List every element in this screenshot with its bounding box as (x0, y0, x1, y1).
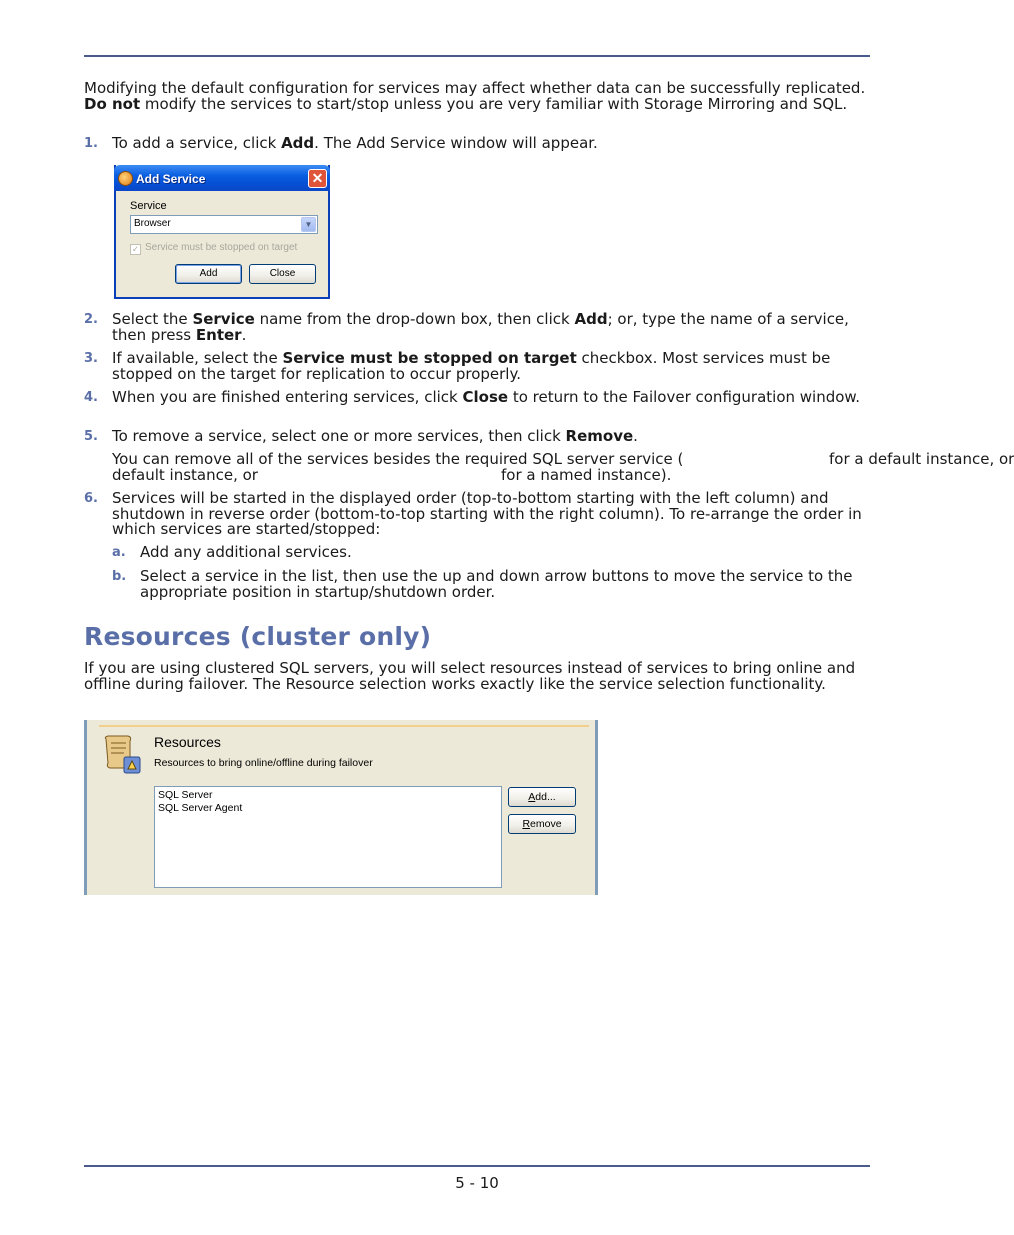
add-service-dialog (114, 165, 330, 299)
step-number: 1. (84, 136, 98, 151)
dialog-titlebar (114, 165, 330, 191)
resources-description: Resources to bring online/offline during failover (154, 757, 373, 769)
remove-resource-button[interactable]: Remove (508, 814, 576, 834)
checkbox-label: Service must be stopped on target (145, 242, 298, 253)
default-instance-text: default instance, or (112, 465, 258, 484)
close-button[interactable]: Close (249, 264, 316, 284)
list-item[interactable]: SQL Server Agent (158, 802, 243, 814)
resources-title: Resources (154, 734, 221, 750)
add-resource-button[interactable]: Add... (508, 787, 576, 807)
app-icon (118, 171, 133, 186)
service-dropdown[interactable]: Browser ▼ (130, 215, 318, 234)
step-number: 2. (84, 312, 98, 327)
step-number: 3. (84, 351, 98, 366)
chevron-down-icon[interactable]: ▼ (301, 217, 316, 232)
resources-panel (84, 720, 598, 895)
header-rule (84, 55, 870, 57)
list-item[interactable]: SQL Server (158, 789, 213, 801)
step-number: 6. (84, 491, 98, 506)
add-button[interactable]: Add (175, 264, 242, 284)
page-number: 5 - 10 (455, 1174, 499, 1192)
section-body: If you are using clustered SQL servers, you will select resources instead of services to bring online and offline during failover. The Resource selection works exactly like the service selection functionality. (84, 659, 856, 693)
service-label: Service (130, 200, 167, 212)
step-number: 4. (84, 390, 98, 405)
close-icon[interactable]: ✕ (308, 169, 327, 188)
section-heading: Resources (cluster only) (84, 622, 432, 651)
panel-divider (99, 725, 589, 727)
resources-listbox[interactable] (154, 786, 502, 888)
step-letter: b. (112, 569, 127, 584)
intro-paragraph: Modifying the default configuration for services may affect whether data can be successfully replicated. Do not modify the services to start/stop unless you are very familiar with Storage Mirroring and SQL. (84, 79, 866, 113)
footer-rule (84, 1165, 870, 1167)
stop-on-target-checkbox-row (130, 242, 297, 255)
stop-on-target-checkbox[interactable]: ✓ (131, 244, 140, 254)
resources-scroll-icon (100, 733, 144, 777)
dialog-title: Add Service (136, 172, 206, 186)
step-letter: a. (112, 545, 126, 560)
step-number: 5. (84, 429, 98, 444)
